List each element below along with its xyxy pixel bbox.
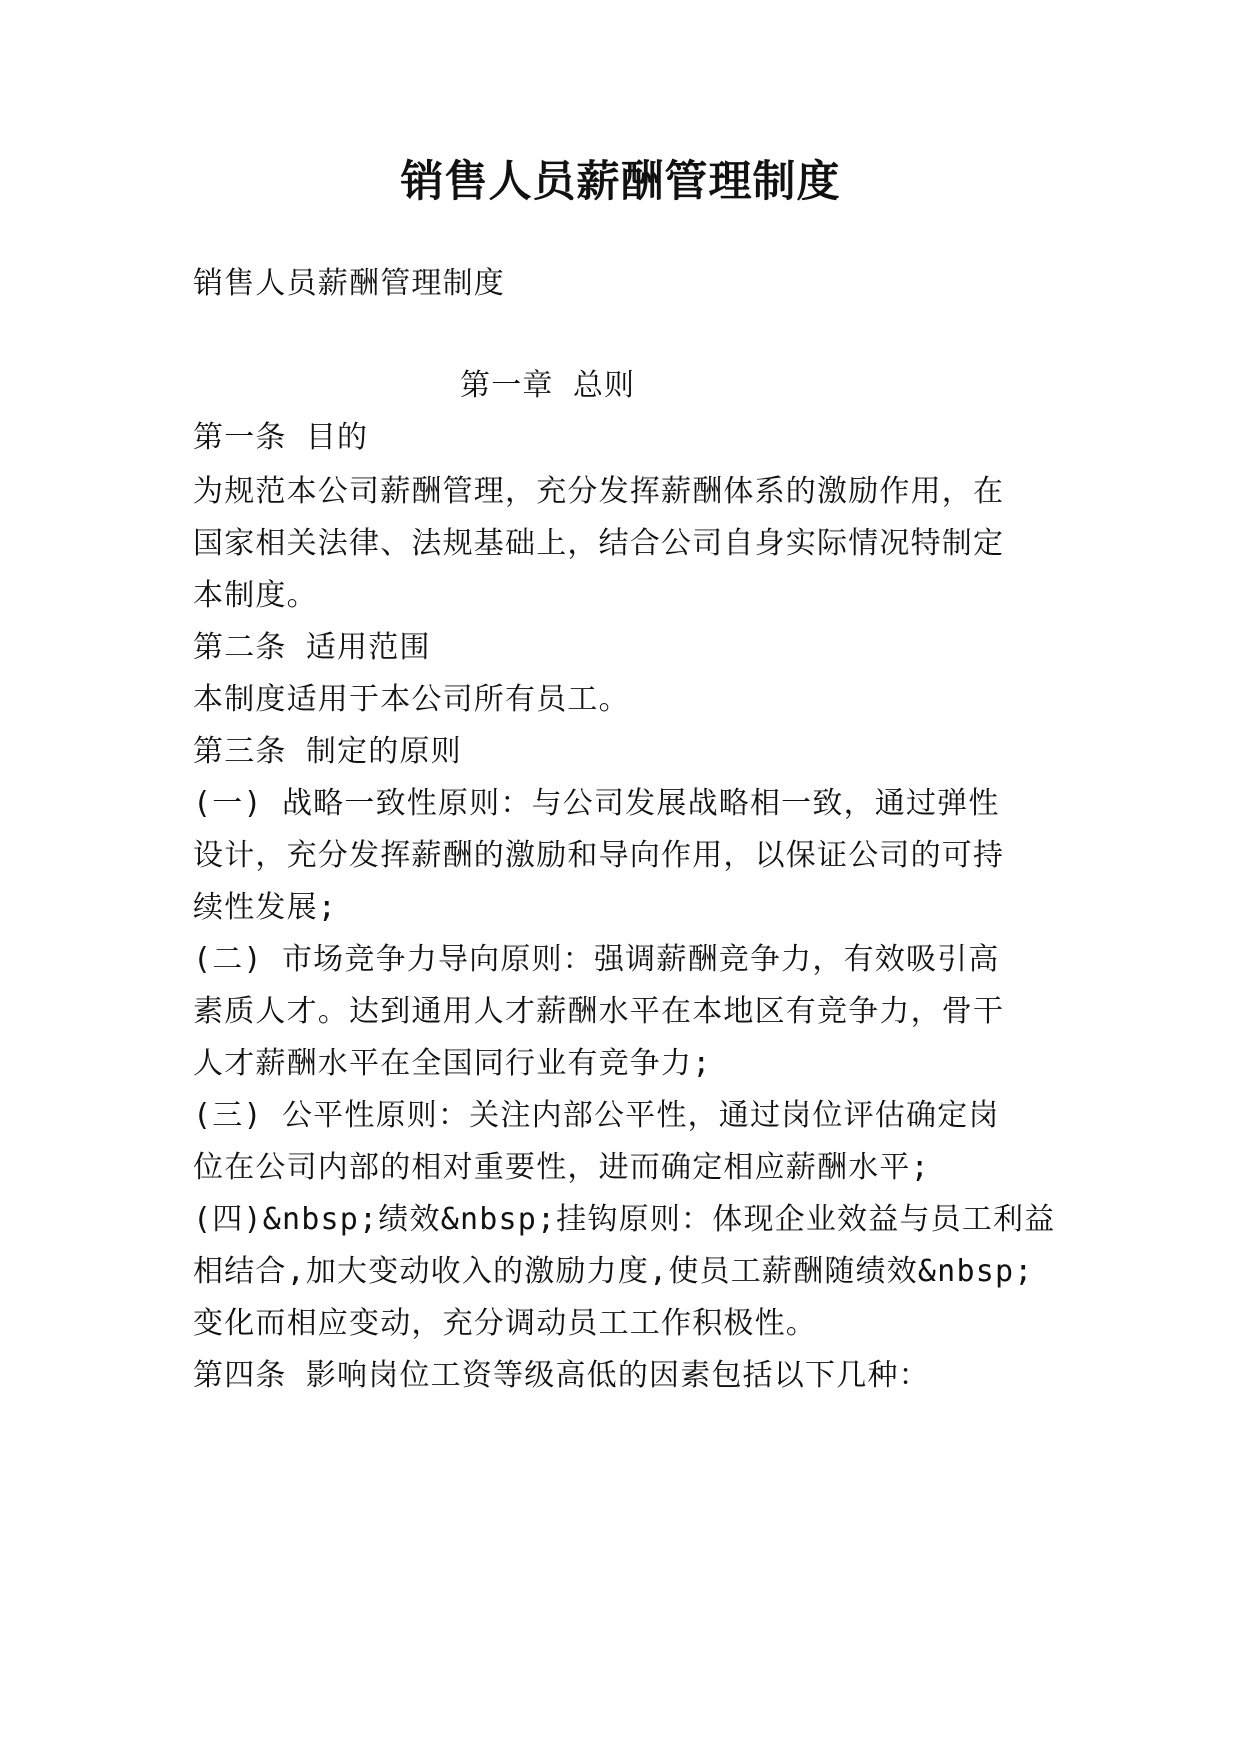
article-heading: 第一条 目的 bbox=[193, 420, 369, 455]
paragraph-line: 人才薪酬水平在全国同行业有竞争力; bbox=[193, 1046, 712, 1081]
paragraph-line: 本制度适用于本公司所有员工。 bbox=[193, 682, 630, 717]
paragraph-line: 国家相关法律、法规基础上，结合公司自身实际情况特制定 bbox=[193, 526, 1005, 561]
paragraph-line: 变化而相应变动，充分调动员工工作积极性。 bbox=[193, 1306, 817, 1341]
paragraph-line: (四)&nbsp;绩效&nbsp;挂钩原则：体现企业效益与员工利益 bbox=[193, 1202, 1056, 1237]
paragraph-line: 设计，充分发挥薪酬的激励和导向作用，以保证公司的可持 bbox=[193, 838, 1005, 873]
document-subtitle: 销售人员薪酬管理制度 bbox=[193, 266, 505, 301]
paragraph-line: (二) 市场竞争力导向原则：强调薪酬竞争力，有效吸引高 bbox=[193, 942, 1000, 977]
paragraph-line: (三) 公平性原则：关注内部公平性，通过岗位评估确定岗 bbox=[193, 1098, 1000, 1133]
paragraph-line: 为规范本公司薪酬管理，充分发挥薪酬体系的激励作用，在 bbox=[193, 474, 1005, 509]
chapter-heading: 第一章 总则 bbox=[460, 368, 636, 403]
paragraph-line: 本制度。 bbox=[193, 578, 318, 613]
document-title: 销售人员薪酬管理制度 bbox=[400, 157, 841, 207]
article-heading: 第三条 制定的原则 bbox=[193, 734, 462, 769]
paragraph-line: (一) 战略一致性原则：与公司发展战略相一致，通过弹性 bbox=[193, 786, 1000, 821]
paragraph-line: 素质人才。达到通用人才薪酬水平在本地区有竞争力，骨干 bbox=[193, 994, 1005, 1029]
paragraph-line: 相结合,加大变动收入的激励力度,使员工薪酬随绩效&nbsp; bbox=[193, 1254, 1034, 1289]
article-heading: 第二条 适用范围 bbox=[193, 630, 431, 665]
article-heading: 第四条 影响岗位工资等级高低的因素包括以下几种： bbox=[193, 1358, 930, 1393]
paragraph-line: 位在公司内部的相对重要性，进而确定相应薪酬水平; bbox=[193, 1150, 930, 1185]
paragraph-line: 续性发展; bbox=[193, 890, 338, 925]
